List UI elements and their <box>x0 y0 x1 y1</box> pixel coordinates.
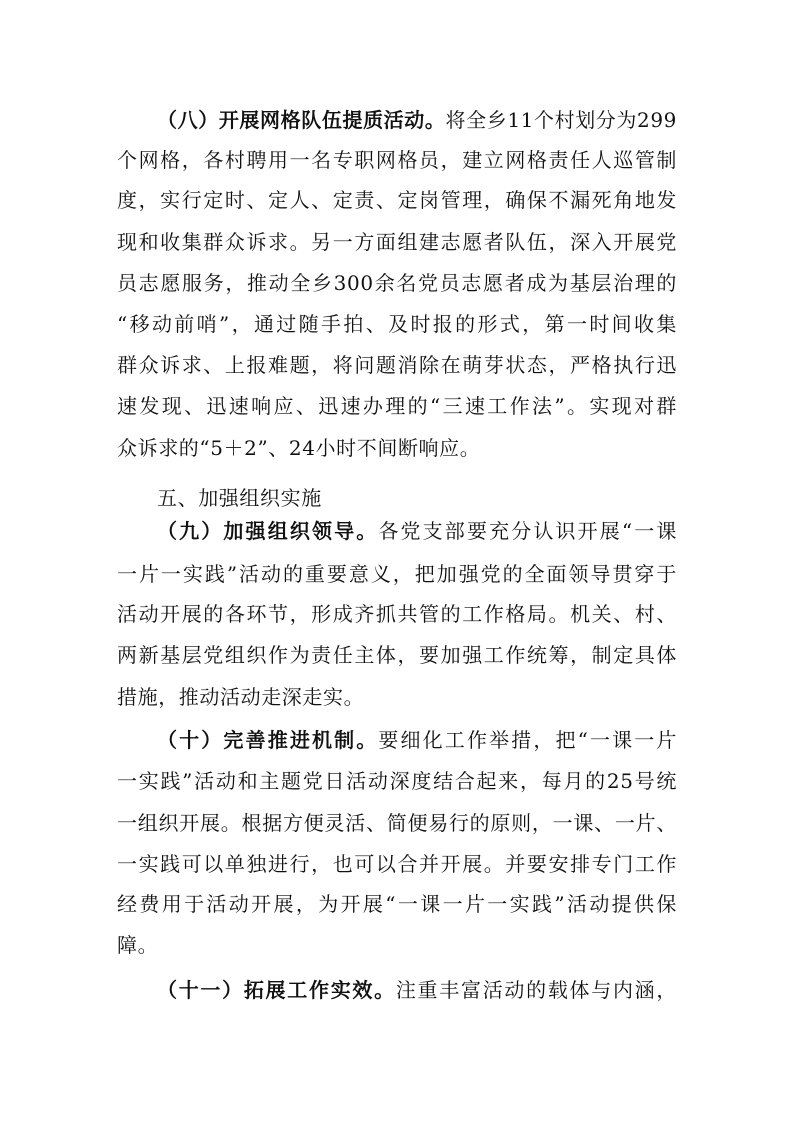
paragraph-line: 员志愿服务，推动全乡300余名党员志愿者成为基层治理的 <box>117 271 677 295</box>
paragraph-line: 个网格，各村聘用一名专职网格员，建立网格责任人巡管制 <box>117 148 677 172</box>
section-8-title: （八）开展网格队伍提质活动。 <box>157 108 446 132</box>
paragraph-line: 一片一实践”活动的重要意义，把加强党的全面领导贯穿于 <box>117 562 677 586</box>
section-8-text: 将全乡11个村划分为299 <box>445 108 677 132</box>
section-8-first-line <box>157 103 677 137</box>
section-9-first-line <box>157 514 677 548</box>
section-11-title: （十一）拓展工作实效。 <box>157 978 396 1002</box>
paragraph-line: 一实践可以单独进行，也可以合并开展。并要安排专门工作 <box>117 852 677 876</box>
section-11-text: 注重丰富活动的载体与内涵， <box>395 978 677 1002</box>
section-10-text: 要细化工作举措，把“一课一片 <box>378 728 678 752</box>
paragraph-line: 措施，推动活动走深走实。 <box>117 685 365 709</box>
paragraph-line: “移动前哨”，通过随手拍、及时报的形式，第一时间收集 <box>117 312 677 336</box>
paragraph-line: 活动开展的各环节，形成齐抓共管的工作格局。机关、村、 <box>117 602 677 626</box>
paragraph-line: 众诉求的“5＋2”、24小时不间断响应。 <box>117 436 481 460</box>
paragraph-line: 度，实行定时、定人、定责、定岗管理，确保不漏死角地发 <box>117 188 677 212</box>
section-heading: 五、加强组织实施 <box>157 486 322 510</box>
paragraph-line: 一实践”活动和主题党日活动深度结合起来，每月的25号统 <box>117 769 677 793</box>
section-9-title: （九）加强组织领导。 <box>157 519 379 543</box>
section-10-title: （十）完善推进机制。 <box>157 728 379 752</box>
paragraph-line: 群众诉求、上报难题，将问题消除在萌芽状态，严格执行迅 <box>117 353 677 377</box>
section-11-first-line <box>157 973 677 1007</box>
section-10-first-line <box>157 723 677 757</box>
paragraph-line: 障。 <box>117 933 159 957</box>
paragraph-line: 现和收集群众诉求。另一方面组建志愿者队伍，深入开展党 <box>117 230 677 254</box>
paragraph-line: 一组织开展。根据方便灵活、简便易行的原则，一课、一片、 <box>117 811 677 835</box>
paragraph-line: 两新基层党组织作为责任主体，要加强工作统筹，制定具体 <box>117 643 677 667</box>
section-9-text: 各党支部要充分认识开展“一课 <box>378 519 678 543</box>
paragraph-line: 经费用于活动开展，为开展“一课一片一实践”活动提供保 <box>117 892 677 916</box>
paragraph-line: 速发现、迅速响应、迅速办理的“三速工作法”。实现对群 <box>117 394 677 418</box>
